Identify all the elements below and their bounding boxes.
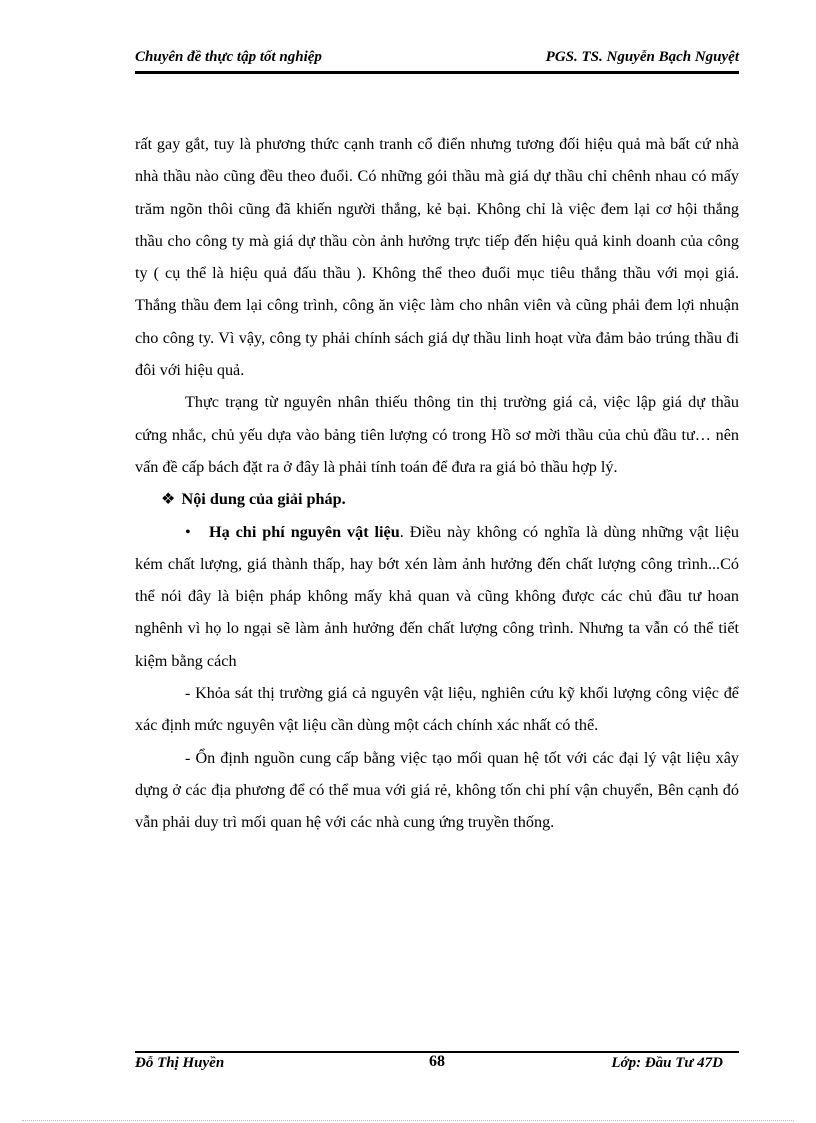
bullet-bold-text: Hạ chi phí nguyên vật liệu — [209, 522, 400, 541]
bullet-text: . Điều này không có nghĩa là dùng những vật liệu kém chất lượng, giá thành thấp, hay bớt xén làm ảnh hưởng đến chất lượng công trình...Có thể nói đây là biện pháp không mấy khả quan và cũng không được các chủ đầu tư hoan nghênh vì họ lo ngại sẽ làm ảnh hưởng đến chất lượng công trình. Nhưng ta vẫn có thể tiết kiệm bằng cách — [135, 522, 740, 670]
section-heading-text: Nội dung của giải pháp. — [181, 490, 346, 509]
header-rule — [135, 72, 739, 74]
diamond-bullet-icon: ❖ — [161, 490, 176, 509]
page-header — [135, 49, 739, 72]
document-body — [135, 128, 739, 839]
page-footer — [135, 1055, 739, 1077]
bullet-icon: • — [185, 522, 191, 541]
footer-class: Lớp: Đầu Tư 47D — [611, 1055, 723, 1071]
header-title: Chuyên đề thực tập tốt nghiệp — [135, 49, 322, 65]
footer-author: Đỗ Thị Huyền — [135, 1055, 225, 1071]
paragraph-2: Thực trạng từ nguyên nhân thiếu thông tin thị trường giá cả, việc lập giá dự thầu cứng nhắc, chủ yếu dựa vào bảng tiên lượng có trong Hồ sơ mời thầu của chủ đầu tư… nên vấn đề cấp bách đặt ra ở đây là phải tính toán để đưa ra giá bỏ thầu hợp lý. — [135, 393, 739, 476]
page-edge-divider — [22, 1120, 794, 1121]
page-number: 68 — [429, 1053, 445, 1070]
paragraph-4: - Khỏa sát thị trường giá cả nguyên vật liệu, nghiên cứu kỹ khối lượng công việc để xác định mức nguyên vật liệu cần dùng một cách chính xác nhất có thể. — [135, 684, 739, 735]
paragraph-5: - Ổn định nguồn cung cấp bằng việc tạo mối quan hệ tốt với các đại lý vật liệu xây dựng ở các địa phương để có thể mua với giá rẻ, không tốn chi phí vận chuyển, Bên cạnh đó vẫn phải duy trì mối quan hệ với các nhà cung ứng truyền thống. — [135, 748, 739, 832]
paragraph-1: rất gay gắt, tuy là phương thức cạnh tranh cổ điển nhưng tương đối hiệu quả mà bất cứ nhà nhà thầu nào cũng đều theo đuổi. Có những gói thầu mà giá dự thầu chỉ chênh nhau có mấy trăm ngõn thôi cũng đã khiến người thắng, kẻ bại. Không chỉ là việc đem lại cơ hội thắng thầu cho công ty mà giá dự thầu còn ảnh hưởng trực tiếp đến hiệu quả kinh doanh của công ty ( cụ thể là hiệu quả đấu thầu ). Không thể theo đuổi mục tiêu thắng thầu với mọi giá. Thắng thầu đem lại công trình, công ăn việc làm cho nhân viên và cũng phải đem lợi nhuận cho công ty. Vì vậy, công ty phải chính sách giá dự thầu linh hoạt vừa đảm bảo trúng thầu đi đôi với hiệu quả. — [135, 135, 739, 380]
section-heading — [135, 483, 739, 515]
header-supervisor: PGS. TS. Nguyễn Bạch Nguyệt — [545, 49, 739, 65]
bullet-paragraph — [135, 516, 739, 677]
